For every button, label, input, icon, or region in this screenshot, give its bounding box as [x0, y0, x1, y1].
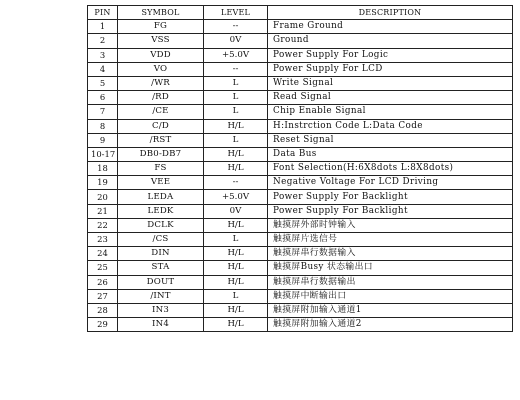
- table-row: [88, 289, 513, 303]
- header-description: DESCRIPTION: [268, 6, 513, 20]
- cell-level: L: [204, 91, 268, 105]
- table-row: [88, 176, 513, 190]
- cell-description: 触摸屏中断输出口: [268, 289, 513, 303]
- cell-symbol: /WR: [118, 76, 204, 90]
- cell-pin: 4: [88, 62, 118, 76]
- cell-description: Reset Signal: [268, 133, 513, 147]
- cell-level: 0V: [204, 204, 268, 218]
- cell-level: H/L: [204, 162, 268, 176]
- table-row: [88, 48, 513, 62]
- cell-pin: 10-17: [88, 147, 118, 161]
- cell-pin: 21: [88, 204, 118, 218]
- cell-pin: 7: [88, 105, 118, 119]
- cell-level: H/L: [204, 318, 268, 332]
- cell-symbol: LEDK: [118, 204, 204, 218]
- cell-symbol: VSS: [118, 34, 204, 48]
- cell-pin: 3: [88, 48, 118, 62]
- cell-pin: 1: [88, 20, 118, 34]
- cell-pin: 19: [88, 176, 118, 190]
- cell-symbol: FG: [118, 20, 204, 34]
- cell-level: --: [204, 62, 268, 76]
- cell-description: Chip Enable Signal: [268, 105, 513, 119]
- header-symbol: SYMBOL: [118, 6, 204, 20]
- cell-pin: 25: [88, 261, 118, 275]
- table-row: [88, 133, 513, 147]
- table-header-row: [88, 6, 513, 20]
- cell-pin: 18: [88, 162, 118, 176]
- cell-description: Write Signal: [268, 76, 513, 90]
- header-pin: PIN: [88, 6, 118, 20]
- header-level: LEVEL: [204, 6, 268, 20]
- cell-description: H:Instrction Code L:Data Code: [268, 119, 513, 133]
- cell-pin: 26: [88, 275, 118, 289]
- table-row: [88, 247, 513, 261]
- table-row: [88, 190, 513, 204]
- cell-pin: 6: [88, 91, 118, 105]
- cell-pin: 9: [88, 133, 118, 147]
- cell-description: 触摸屏片选信号: [268, 233, 513, 247]
- cell-description: Ground: [268, 34, 513, 48]
- cell-description: Power Supply For Backlight: [268, 190, 513, 204]
- cell-pin: 2: [88, 34, 118, 48]
- pin-definition-table: [87, 5, 513, 332]
- table-row: [88, 218, 513, 232]
- cell-level: L: [204, 289, 268, 303]
- cell-level: +5.0V: [204, 48, 268, 62]
- cell-symbol: VO: [118, 62, 204, 76]
- cell-description: 触摸屏附加输入通道1: [268, 303, 513, 317]
- cell-description: Data Bus: [268, 147, 513, 161]
- cell-level: H/L: [204, 261, 268, 275]
- cell-level: H/L: [204, 303, 268, 317]
- table-row: [88, 204, 513, 218]
- cell-symbol: /RD: [118, 91, 204, 105]
- table-row: [88, 76, 513, 90]
- table-row: [88, 147, 513, 161]
- cell-level: H/L: [204, 119, 268, 133]
- cell-pin: 22: [88, 218, 118, 232]
- cell-description: Font Selection(H:6X8dots L:8X8dots): [268, 162, 513, 176]
- cell-symbol: DB0-DB7: [118, 147, 204, 161]
- cell-symbol: /INT: [118, 289, 204, 303]
- cell-symbol: FS: [118, 162, 204, 176]
- cell-level: H/L: [204, 275, 268, 289]
- cell-level: L: [204, 233, 268, 247]
- cell-level: H/L: [204, 247, 268, 261]
- table-row: [88, 34, 513, 48]
- cell-level: L: [204, 133, 268, 147]
- cell-symbol: /CS: [118, 233, 204, 247]
- cell-pin: 24: [88, 247, 118, 261]
- cell-level: +5.0V: [204, 190, 268, 204]
- cell-pin: 5: [88, 76, 118, 90]
- cell-description: Power Supply For Backlight: [268, 204, 513, 218]
- cell-symbol: /CE: [118, 105, 204, 119]
- cell-symbol: STA: [118, 261, 204, 275]
- cell-pin: 8: [88, 119, 118, 133]
- cell-description: Power Supply For Logic: [268, 48, 513, 62]
- cell-symbol: VEE: [118, 176, 204, 190]
- cell-symbol: IN4: [118, 318, 204, 332]
- table-row: [88, 91, 513, 105]
- cell-symbol: IN3: [118, 303, 204, 317]
- cell-symbol: VDD: [118, 48, 204, 62]
- cell-description: 触摸屏附加输入通道2: [268, 318, 513, 332]
- cell-level: 0V: [204, 34, 268, 48]
- cell-description: 触摸屏外部时钟输入: [268, 218, 513, 232]
- cell-description: Read Signal: [268, 91, 513, 105]
- table-row: [88, 162, 513, 176]
- cell-description: 触摸屏串行数据输入: [268, 247, 513, 261]
- cell-level: L: [204, 105, 268, 119]
- cell-level: --: [204, 20, 268, 34]
- table-row: [88, 105, 513, 119]
- cell-level: H/L: [204, 147, 268, 161]
- table-row: [88, 261, 513, 275]
- cell-symbol: C/D: [118, 119, 204, 133]
- table-row: [88, 233, 513, 247]
- cell-level: L: [204, 76, 268, 90]
- cell-symbol: DOUT: [118, 275, 204, 289]
- cell-pin: 27: [88, 289, 118, 303]
- table-row: [88, 318, 513, 332]
- cell-symbol: DCLK: [118, 218, 204, 232]
- cell-level: --: [204, 176, 268, 190]
- cell-description: 触摸屏Busy 状态输出口: [268, 261, 513, 275]
- cell-symbol: LEDA: [118, 190, 204, 204]
- table-row: [88, 62, 513, 76]
- cell-level: H/L: [204, 218, 268, 232]
- cell-pin: 23: [88, 233, 118, 247]
- cell-description: 触摸屏串行数据输出: [268, 275, 513, 289]
- cell-description: Negative Voltage For LCD Driving: [268, 176, 513, 190]
- cell-pin: 20: [88, 190, 118, 204]
- cell-symbol: /RST: [118, 133, 204, 147]
- cell-description: Power Supply For LCD: [268, 62, 513, 76]
- cell-pin: 28: [88, 303, 118, 317]
- cell-pin: 29: [88, 318, 118, 332]
- table-row: [88, 275, 513, 289]
- cell-symbol: DIN: [118, 247, 204, 261]
- table-body: [88, 20, 513, 332]
- cell-description: Frame Ground: [268, 20, 513, 34]
- table-row: [88, 303, 513, 317]
- table-row: [88, 119, 513, 133]
- table-row: [88, 20, 513, 34]
